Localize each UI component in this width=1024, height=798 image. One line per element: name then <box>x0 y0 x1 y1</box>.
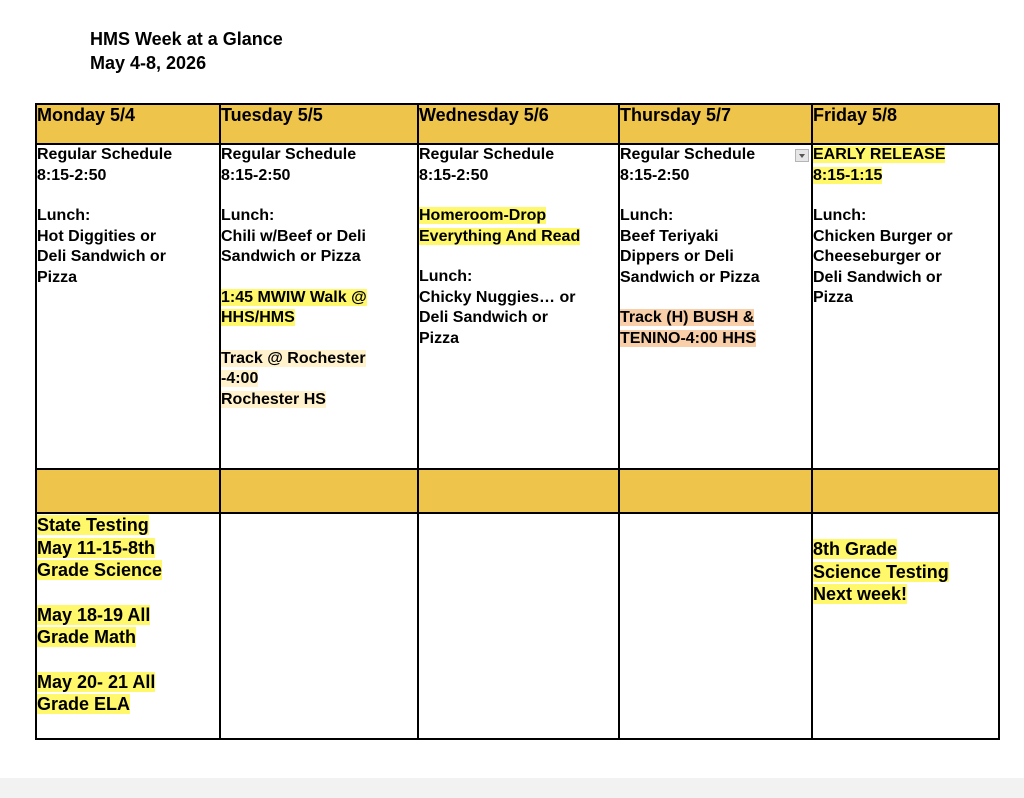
bottom-bar <box>0 778 1024 798</box>
page-dates: May 4-8, 2026 <box>90 53 207 73</box>
lunch-text: Lunch: Beef Teriyaki Dippers or Deli Sandwich or Pizza <box>620 207 760 286</box>
note-math: May 18-19 All Grade Math <box>37 604 151 647</box>
day-header-monday: Monday 5/4 <box>36 104 220 144</box>
notes-wednesday[interactable] <box>418 513 619 739</box>
notes-row <box>36 513 999 739</box>
note-state-testing: State Testing May 11-15-8th Grade Science <box>37 515 163 580</box>
cell-friday[interactable] <box>812 144 999 469</box>
band-cell[interactable] <box>418 469 619 513</box>
cell-thursday[interactable] <box>619 144 812 469</box>
cell-tuesday[interactable] <box>220 144 418 469</box>
schedule-text: Regular Schedule 8:15-2:50 <box>221 146 357 184</box>
schedule-text: EARLY RELEASE 8:15-1:15 <box>813 146 946 184</box>
event-homeroom: Homeroom-Drop Everything And Read <box>419 207 581 245</box>
lunch-text: Lunch: Hot Diggities or Deli Sandwich or Pizza <box>37 207 166 286</box>
document-title <box>90 27 283 75</box>
schedule-text: Regular Schedule 8:15-2:50 <box>620 146 756 184</box>
band-cell[interactable] <box>36 469 220 513</box>
cell-monday[interactable] <box>36 144 220 469</box>
event-walk: 1:45 MWIW Walk @ HHS/HMS <box>221 288 367 326</box>
notes-friday[interactable] <box>812 513 999 739</box>
day-header-friday: Friday 5/8 <box>812 104 999 144</box>
page-title: HMS Week at a Glance <box>90 29 283 49</box>
event-track: Track (H) BUSH & TENINO-4:00 HHS <box>620 309 757 347</box>
chevron-down-icon[interactable] <box>795 149 809 162</box>
day-header-thursday: Thursday 5/7 <box>619 104 812 144</box>
band-cell[interactable] <box>220 469 418 513</box>
notes-tuesday[interactable] <box>220 513 418 739</box>
schedule-text: Regular Schedule 8:15-2:50 <box>37 146 173 184</box>
cell-wednesday[interactable] <box>418 144 619 469</box>
notes-monday[interactable] <box>36 513 220 739</box>
day-header-tuesday: Tuesday 5/5 <box>220 104 418 144</box>
day-header-row <box>36 104 999 144</box>
band-cell[interactable] <box>619 469 812 513</box>
event-track: Track @ Rochester -4:00 Rochester HS <box>221 349 366 408</box>
lunch-text: Lunch: Chicky Nuggies… or Deli Sandwich or Pizza <box>419 268 576 347</box>
note-science-testing: 8th Grade Science Testing Next week! <box>813 539 949 604</box>
band-cell[interactable] <box>812 469 999 513</box>
schedule-text: Regular Schedule 8:15-2:50 <box>419 146 555 184</box>
day-header-wednesday: Wednesday 5/6 <box>418 104 619 144</box>
week-table <box>35 103 1000 740</box>
lunch-text: Lunch: Chili w/Beef or Deli Sandwich or Pizza <box>221 207 366 265</box>
notes-thursday[interactable] <box>619 513 812 739</box>
note-ela: May 20- 21 All Grade ELA <box>37 671 156 714</box>
band-row <box>36 469 999 513</box>
schedule-row <box>36 144 999 469</box>
lunch-text: Lunch: Chicken Burger or Cheeseburger or Deli Sandwich or Pizza <box>813 207 953 306</box>
